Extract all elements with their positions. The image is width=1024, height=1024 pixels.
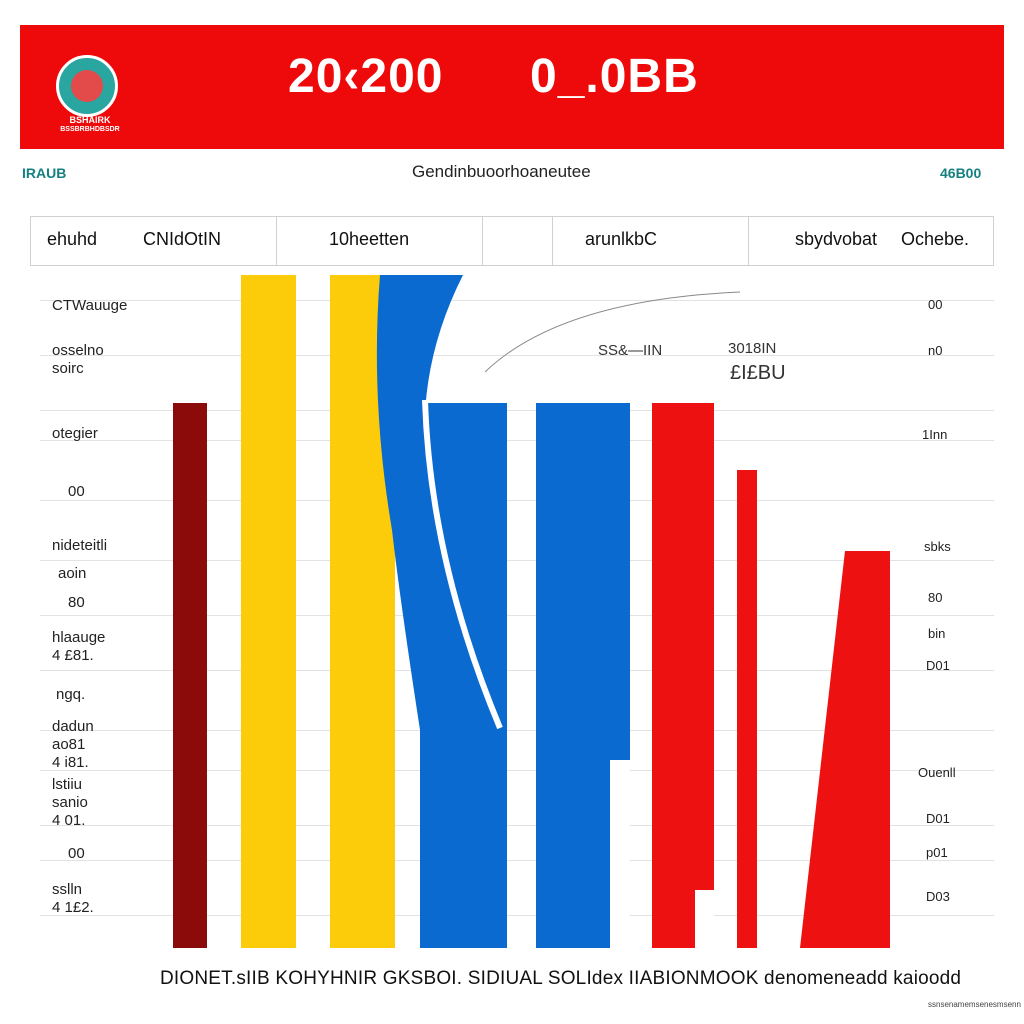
banner-title-left: 20‹200: [288, 50, 444, 103]
right-label: 1Inn: [922, 427, 948, 442]
left-label: nideteitli: [52, 537, 108, 554]
right-label: D03: [926, 889, 950, 904]
left-label: CTWauuge: [52, 297, 128, 314]
left-label: lstiiu sanio 4 01.: [52, 776, 88, 829]
footer-caption: DIONET.sIIB KOHYHNIR GKSBOI. SIDIUAL SOLIdex IIABIONMOOK denomeneadd kaioodd: [160, 968, 962, 989]
right-label: bin: [928, 626, 946, 641]
right-label: sbks: [924, 539, 951, 554]
right-label: Ouenll: [918, 765, 956, 780]
left-label: sslln 4 1£2.: [52, 881, 94, 916]
logo-caption-line-2: BSSBRBHDBSDR: [60, 126, 120, 133]
blue-swoosh: [377, 275, 505, 730]
right-label: 80: [928, 590, 943, 605]
header-cell-3: arunlkbC: [585, 229, 658, 249]
right-label: p01: [926, 845, 948, 860]
annotation-2: 3018IN: [728, 340, 777, 357]
header-cell-4b: Ochebe.: [901, 229, 970, 249]
left-label: 00: [68, 483, 85, 500]
header-cell-1b: CNIdOtIN: [143, 229, 222, 249]
annotation-curve: [485, 292, 740, 372]
annotation-1: SS&—IIN: [598, 342, 663, 359]
right-label: D01: [926, 811, 950, 826]
annotation-3: £I£BU: [730, 362, 786, 384]
chart-title: Gendinbuoorhoaneutee: [412, 162, 591, 181]
banner-title-right: 0_.0BB: [530, 50, 699, 103]
logo-caption-line-1: BSHAIRK: [69, 115, 111, 125]
right-label: 00: [928, 297, 943, 312]
left-label: otegier: [52, 425, 98, 442]
left-label: dadun ao81 4 i81.: [52, 718, 94, 771]
header-cell-2: 10heetten: [329, 229, 410, 249]
left-label: 00: [68, 845, 85, 862]
left-label: osselno soirc: [52, 342, 104, 377]
subheader-right: 46B00: [940, 165, 982, 181]
left-label: hlaauge 4 £81.: [52, 629, 106, 664]
left-label: 80: [68, 594, 85, 611]
header-cell-4a: sbydvobat: [795, 229, 878, 249]
left-label: aoin: [58, 565, 87, 582]
right-label: n0: [928, 343, 943, 358]
right-label: D01: [926, 658, 950, 673]
subheader-left: IRAUB: [22, 165, 67, 181]
footer-note: ssnsenamemsenesmsenn: [928, 1000, 1021, 1009]
left-label: ngq.: [56, 686, 86, 703]
header-cell-1a: ehuhd: [47, 229, 98, 249]
